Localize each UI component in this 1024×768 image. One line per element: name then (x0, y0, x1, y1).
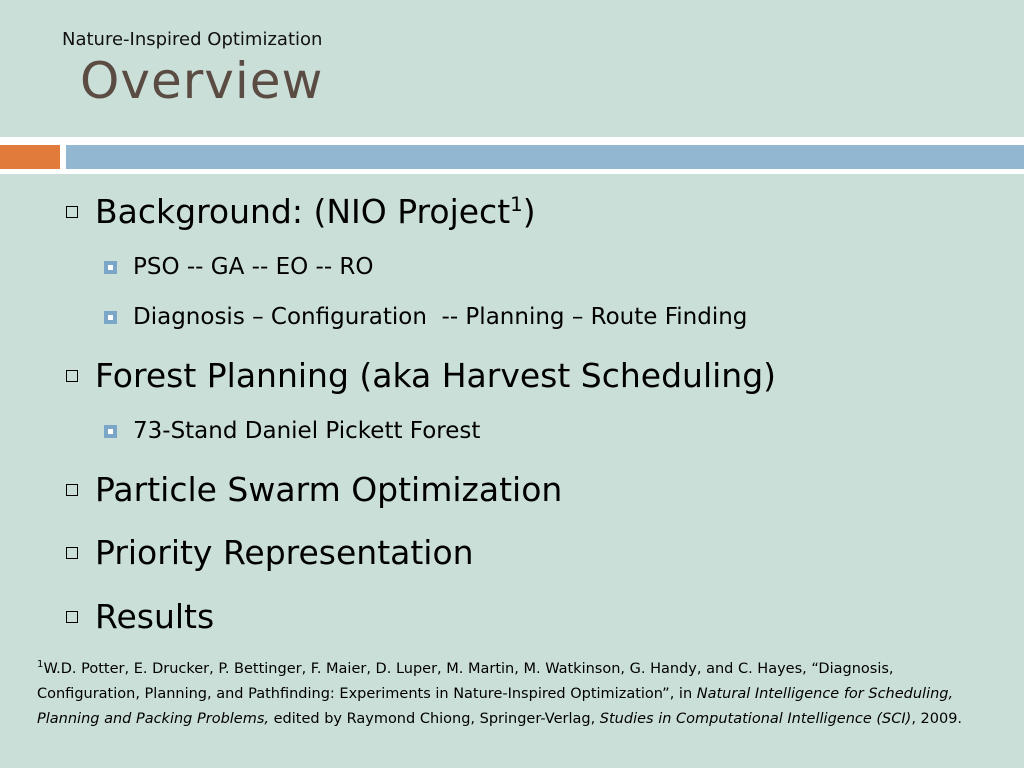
slide-subtitle: Nature-Inspired Optimization (62, 29, 323, 50)
sub-bullet-item (104, 418, 480, 444)
footnote-citation: $^1$W.D. Potter, E. Drucker, P. Bettinger, F. Maier, D. Luper, M. Martin, M. Watkinson, G. Handy, and C. Hayes, “Diagnosis, Configuration, Planning, and Pathfinding: Experiments in Nature-Inspired Optimization”, in Natural Intelligence for Scheduling, Planning and Packing Problems, edited by Raymond Chiong, Springer-Verlag, Studies in Computational Intelligence (SCI), 2009. (37, 659, 963, 727)
sub-bullet-item (104, 254, 374, 280)
sub-bullet-item (104, 304, 747, 330)
hollow-square-bullet-icon (66, 547, 78, 559)
hollow-square-bullet-icon (66, 484, 78, 496)
sub-bullet-text: Diagnosis – Configuration -- Planning – Route Finding (133, 304, 748, 330)
filled-square-bullet-icon (104, 261, 117, 274)
footnote-marker: 1 (37, 659, 44, 671)
bullet-item (66, 192, 536, 231)
slide-title: Overview (80, 52, 324, 110)
hollow-square-bullet-icon (66, 206, 78, 218)
filled-square-bullet-icon (104, 425, 117, 438)
bullet-item (66, 356, 776, 395)
sub-bullet-text: 73-Stand Daniel Pickett Forest (133, 418, 481, 444)
filled-square-bullet-icon (104, 311, 117, 324)
bullet-text: Priority Representation (95, 533, 474, 572)
bullet-text: Forest Planning (aka Harvest Scheduling) (95, 356, 777, 395)
sub-bullet-text: PSO -- GA -- EO -- RO (133, 254, 374, 280)
bullet-text: Particle Swarm Optimization (95, 470, 563, 509)
bullet-text: Results (95, 597, 215, 636)
hollow-square-bullet-icon (66, 370, 78, 382)
bullet-item (66, 533, 474, 572)
bullet-item (66, 597, 214, 636)
hollow-square-bullet-icon (66, 611, 78, 623)
bullet-text: Background: (NIO Project$^1$) (95, 192, 536, 231)
bullet-item (66, 470, 562, 509)
